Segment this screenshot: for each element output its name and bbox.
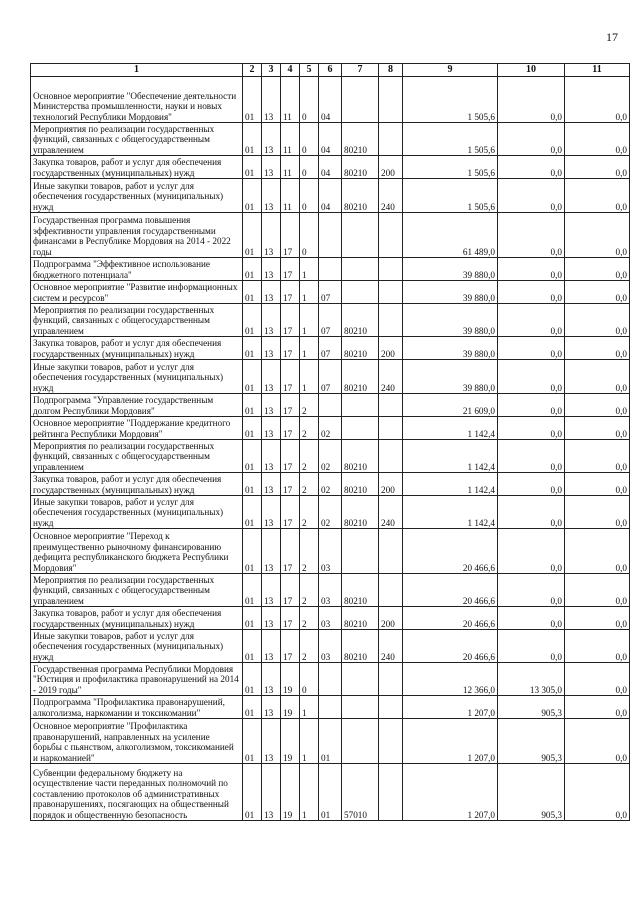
cell-c7: 80210 (342, 179, 379, 213)
cell-c9: 20 466,6 (403, 529, 498, 574)
cell-c5: 1 (300, 304, 319, 337)
cell-c7: 80210 (342, 630, 379, 663)
cell-c4: 17 (281, 496, 300, 529)
cell-c8 (379, 281, 403, 304)
cell-c4: 17 (281, 630, 300, 663)
cell-c11: 0,0 (565, 663, 630, 696)
table-row (31, 496, 630, 529)
cell-c6: 02 (319, 440, 342, 473)
cell-c10: 0,0 (498, 304, 565, 337)
cell-c5: 0 (300, 663, 319, 696)
column-header: 3 (262, 64, 281, 77)
cell-c7 (342, 281, 379, 304)
cell-c8 (379, 696, 403, 719)
cell-c6: 02 (319, 473, 342, 496)
cell-c9: 39 880,0 (403, 304, 498, 337)
row-name-cell: Мероприятия по реализации государственных функций, связанных с общегосударственным управлением (31, 304, 243, 337)
cell-c9: 20 466,6 (403, 630, 498, 663)
cell-c3: 13 (262, 179, 281, 213)
cell-c4: 11 (281, 123, 300, 156)
cell-c10: 0,0 (498, 123, 565, 156)
cell-c3: 13 (262, 496, 281, 529)
cell-c2: 01 (243, 360, 262, 394)
cell-c6 (319, 696, 342, 719)
cell-c8: 240 (379, 496, 403, 529)
cell-c9: 1 207,0 (403, 696, 498, 719)
cell-c11: 0,0 (565, 496, 630, 529)
row-name-cell: Государственная программа Республики Мордовия "Юстиция и профилактика правонарушений на 2014 - 2019 годы" (31, 663, 243, 696)
cell-c5: 1 (300, 360, 319, 394)
table-row (31, 179, 630, 213)
cell-c10: 905,3 (498, 719, 565, 764)
cell-c6: 04 (319, 179, 342, 213)
cell-c2: 01 (243, 77, 262, 123)
cell-c4: 17 (281, 417, 300, 440)
row-name-cell: Закупка товаров, работ и услуг для обеспечения государственных (муниципальных) нужд (31, 156, 243, 179)
cell-c3: 13 (262, 281, 281, 304)
cell-c9: 1 142,4 (403, 417, 498, 440)
cell-c6: 07 (319, 360, 342, 394)
row-name-cell: Иные закупки товаров, работ и услуг для обеспечения государственных (муниципальных) нужд (31, 496, 243, 529)
cell-c9: 39 880,0 (403, 337, 498, 360)
cell-c7 (342, 719, 379, 764)
cell-c3: 13 (262, 77, 281, 123)
column-header: 7 (342, 64, 379, 77)
header-row (31, 64, 630, 77)
cell-c10: 0,0 (498, 630, 565, 663)
table-row (31, 440, 630, 473)
cell-c9: 1 505,6 (403, 77, 498, 123)
table-row (31, 360, 630, 394)
cell-c6: 07 (319, 337, 342, 360)
cell-c8 (379, 440, 403, 473)
cell-c10: 0,0 (498, 337, 565, 360)
cell-c6: 03 (319, 529, 342, 574)
table-row (31, 473, 630, 496)
cell-c8 (379, 304, 403, 337)
cell-c10: 0,0 (498, 496, 565, 529)
row-name-cell: Закупка товаров, работ и услуг для обеспечения государственных (муниципальных) нужд (31, 607, 243, 630)
cell-c2: 01 (243, 417, 262, 440)
cell-c8 (379, 663, 403, 696)
cell-c8 (379, 719, 403, 764)
cell-c9: 20 466,6 (403, 574, 498, 607)
cell-c7: 80210 (342, 337, 379, 360)
row-name-cell: Иные закупки товаров, работ и услуг для обеспечения государственных (муниципальных) нужд (31, 179, 243, 213)
cell-c8 (379, 258, 403, 281)
cell-c10: 13 305,0 (498, 663, 565, 696)
cell-c11: 0,0 (565, 607, 630, 630)
cell-c3: 13 (262, 360, 281, 394)
cell-c6 (319, 663, 342, 696)
cell-c8 (379, 764, 403, 821)
cell-c10: 0,0 (498, 258, 565, 281)
cell-c5: 0 (300, 156, 319, 179)
cell-c11: 0,0 (565, 304, 630, 337)
cell-c6: 03 (319, 574, 342, 607)
cell-c9: 21 609,0 (403, 394, 498, 417)
cell-c4: 17 (281, 529, 300, 574)
cell-c8: 240 (379, 179, 403, 213)
cell-c3: 13 (262, 574, 281, 607)
table-body (31, 77, 630, 821)
cell-c2: 01 (243, 529, 262, 574)
cell-c8 (379, 529, 403, 574)
cell-c8 (379, 123, 403, 156)
table-row (31, 281, 630, 304)
cell-c6 (319, 213, 342, 258)
row-name-cell: Подпрограмма "Эффективное использование бюджетного потенциала" (31, 258, 243, 281)
cell-c8: 240 (379, 360, 403, 394)
table-row (31, 77, 630, 123)
cell-c9: 1 142,4 (403, 496, 498, 529)
table-row (31, 156, 630, 179)
cell-c11: 0,0 (565, 473, 630, 496)
cell-c4: 19 (281, 719, 300, 764)
cell-c7: 80210 (342, 123, 379, 156)
cell-c9: 12 366,0 (403, 663, 498, 696)
cell-c4: 17 (281, 607, 300, 630)
cell-c3: 13 (262, 304, 281, 337)
cell-c8: 240 (379, 630, 403, 663)
row-name-cell: Подпрограмма "Профилактика правонарушений, алкоголизма, наркомании и токсикомании" (31, 696, 243, 719)
cell-c9: 20 466,6 (403, 607, 498, 630)
table-row (31, 607, 630, 630)
cell-c2: 01 (243, 696, 262, 719)
cell-c2: 01 (243, 473, 262, 496)
cell-c7 (342, 417, 379, 440)
cell-c10: 0,0 (498, 574, 565, 607)
cell-c11: 0,0 (565, 764, 630, 821)
cell-c7: 80210 (342, 496, 379, 529)
cell-c4: 17 (281, 574, 300, 607)
cell-c2: 01 (243, 630, 262, 663)
row-name-cell: Основное мероприятие "Профилактика правонарушений, направленных на усиление борьбы с пьянством, алкоголизмом, токсикоманией и наркоманией" (31, 719, 243, 764)
cell-c6: 07 (319, 304, 342, 337)
cell-c3: 13 (262, 529, 281, 574)
cell-c6: 03 (319, 630, 342, 663)
column-header: 1 (31, 64, 243, 77)
cell-c11: 0,0 (565, 417, 630, 440)
cell-c4: 17 (281, 304, 300, 337)
cell-c2: 01 (243, 496, 262, 529)
cell-c6 (319, 258, 342, 281)
cell-c9: 39 880,0 (403, 360, 498, 394)
cell-c8 (379, 574, 403, 607)
page-number: 17 (606, 30, 618, 44)
cell-c7 (342, 394, 379, 417)
cell-c4: 17 (281, 440, 300, 473)
cell-c5: 1 (300, 337, 319, 360)
cell-c10: 0,0 (498, 179, 565, 213)
cell-c9: 1 207,0 (403, 764, 498, 821)
table-row (31, 719, 630, 764)
cell-c10: 0,0 (498, 213, 565, 258)
cell-c10: 905,3 (498, 696, 565, 719)
cell-c7: 80210 (342, 156, 379, 179)
cell-c10: 0,0 (498, 281, 565, 304)
cell-c11: 0,0 (565, 213, 630, 258)
cell-c5: 2 (300, 529, 319, 574)
cell-c5: 2 (300, 607, 319, 630)
cell-c5: 2 (300, 394, 319, 417)
table-row (31, 213, 630, 258)
cell-c3: 13 (262, 417, 281, 440)
cell-c6: 03 (319, 607, 342, 630)
table-row (31, 337, 630, 360)
cell-c11: 0,0 (565, 394, 630, 417)
cell-c6: 07 (319, 281, 342, 304)
cell-c2: 01 (243, 304, 262, 337)
cell-c10: 0,0 (498, 360, 565, 394)
column-header: 8 (379, 64, 403, 77)
cell-c4: 19 (281, 696, 300, 719)
cell-c2: 01 (243, 281, 262, 304)
cell-c7 (342, 696, 379, 719)
cell-c11: 0,0 (565, 696, 630, 719)
cell-c4: 11 (281, 77, 300, 123)
row-name-cell: Основное мероприятие "Развитие информационных систем и ресурсов" (31, 281, 243, 304)
cell-c2: 01 (243, 123, 262, 156)
cell-c5: 2 (300, 440, 319, 473)
cell-c11: 0,0 (565, 719, 630, 764)
cell-c2: 01 (243, 719, 262, 764)
row-name-cell: Иные закупки товаров, работ и услуг для обеспечения государственных (муниципальных) нужд (31, 630, 243, 663)
cell-c7: 80210 (342, 440, 379, 473)
cell-c10: 0,0 (498, 156, 565, 179)
row-name-cell: Мероприятия по реализации государственных функций, связанных с общегосударственным управлением (31, 123, 243, 156)
cell-c5: 2 (300, 630, 319, 663)
cell-c11: 0,0 (565, 156, 630, 179)
cell-c5: 1 (300, 719, 319, 764)
cell-c11: 0,0 (565, 77, 630, 123)
cell-c2: 01 (243, 394, 262, 417)
cell-c7 (342, 663, 379, 696)
cell-c6: 01 (319, 764, 342, 821)
table-row (31, 764, 630, 821)
cell-c8 (379, 77, 403, 123)
cell-c3: 13 (262, 213, 281, 258)
column-header: 9 (403, 64, 498, 77)
cell-c6: 01 (319, 719, 342, 764)
cell-c5: 2 (300, 496, 319, 529)
cell-c2: 01 (243, 764, 262, 821)
column-header: 4 (281, 64, 300, 77)
cell-c10: 0,0 (498, 394, 565, 417)
row-name-cell: Закупка товаров, работ и услуг для обеспечения государственных (муниципальных) нужд (31, 473, 243, 496)
cell-c10: 0,0 (498, 607, 565, 630)
cell-c4: 17 (281, 213, 300, 258)
row-name-cell: Основное мероприятие "Поддержание кредитного рейтинга Республики Мордовия" (31, 417, 243, 440)
cell-c11: 0,0 (565, 360, 630, 394)
cell-c3: 13 (262, 663, 281, 696)
cell-c3: 13 (262, 440, 281, 473)
row-name-cell: Основное мероприятие "Обеспечение деятельности Министерства промышленности, науки и новых технологий Республики Мордовия" (31, 77, 243, 123)
cell-c11: 0,0 (565, 574, 630, 607)
row-name-cell: Основное мероприятие "Переход к преимущественно рыночному финансированию дефицита республиканского бюджета Республики Мордовия" (31, 529, 243, 574)
cell-c7 (342, 213, 379, 258)
table-row (31, 304, 630, 337)
cell-c3: 13 (262, 607, 281, 630)
cell-c8: 200 (379, 607, 403, 630)
cell-c7: 57010 (342, 764, 379, 821)
cell-c9: 1 207,0 (403, 719, 498, 764)
cell-c5: 2 (300, 574, 319, 607)
cell-c5: 1 (300, 764, 319, 821)
cell-c3: 13 (262, 156, 281, 179)
cell-c11: 0,0 (565, 440, 630, 473)
cell-c3: 13 (262, 473, 281, 496)
cell-c11: 0,0 (565, 179, 630, 213)
cell-c4: 17 (281, 394, 300, 417)
cell-c8: 200 (379, 473, 403, 496)
cell-c4: 11 (281, 179, 300, 213)
cell-c3: 13 (262, 123, 281, 156)
cell-c3: 13 (262, 696, 281, 719)
table-row (31, 394, 630, 417)
cell-c2: 01 (243, 213, 262, 258)
cell-c3: 13 (262, 337, 281, 360)
table-row (31, 663, 630, 696)
row-name-cell: Государственная программа повышения эффективности управления государственными финансами в Республике Мордовия на 2014 - 2022 годы (31, 213, 243, 258)
cell-c9: 1 505,6 (403, 123, 498, 156)
cell-c6: 04 (319, 156, 342, 179)
cell-c10: 905,3 (498, 764, 565, 821)
cell-c4: 11 (281, 156, 300, 179)
cell-c7 (342, 258, 379, 281)
row-name-cell: Иные закупки товаров, работ и услуг для обеспечения государственных (муниципальных) нужд (31, 360, 243, 394)
cell-c3: 13 (262, 258, 281, 281)
cell-c5: 0 (300, 77, 319, 123)
row-name-cell: Мероприятия по реализации государственных функций, связанных с общегосударственным управлением (31, 574, 243, 607)
cell-c7: 80210 (342, 607, 379, 630)
column-header: 2 (243, 64, 262, 77)
table-row (31, 258, 630, 281)
cell-c2: 01 (243, 337, 262, 360)
column-header: 10 (498, 64, 565, 77)
table-row (31, 417, 630, 440)
table-row (31, 696, 630, 719)
cell-c3: 13 (262, 764, 281, 821)
cell-c4: 17 (281, 258, 300, 281)
table-row (31, 630, 630, 663)
cell-c4: 17 (281, 473, 300, 496)
cell-c3: 13 (262, 719, 281, 764)
row-name-cell: Субвенции федеральному бюджету на осуществление части переданных полномочий по составлению протоколов об административных правонарушениях, посягающих на общественный порядок и общественную безопасность (31, 764, 243, 821)
cell-c4: 19 (281, 764, 300, 821)
cell-c11: 0,0 (565, 337, 630, 360)
cell-c10: 0,0 (498, 529, 565, 574)
cell-c5: 2 (300, 473, 319, 496)
cell-c10: 0,0 (498, 473, 565, 496)
cell-c6: 02 (319, 496, 342, 529)
cell-c2: 01 (243, 156, 262, 179)
cell-c7: 80210 (342, 574, 379, 607)
table-row (31, 123, 630, 156)
cell-c8 (379, 417, 403, 440)
cell-c2: 01 (243, 574, 262, 607)
cell-c9: 39 880,0 (403, 258, 498, 281)
cell-c5: 2 (300, 417, 319, 440)
cell-c2: 01 (243, 440, 262, 473)
cell-c5: 1 (300, 258, 319, 281)
cell-c5: 1 (300, 696, 319, 719)
cell-c9: 1 142,4 (403, 440, 498, 473)
cell-c4: 17 (281, 281, 300, 304)
column-header: 11 (565, 64, 630, 77)
cell-c9: 1 505,6 (403, 156, 498, 179)
cell-c6: 02 (319, 417, 342, 440)
cell-c6: 04 (319, 123, 342, 156)
cell-c7 (342, 529, 379, 574)
cell-c2: 01 (243, 607, 262, 630)
cell-c5: 0 (300, 179, 319, 213)
cell-c6: 04 (319, 77, 342, 123)
cell-c4: 17 (281, 337, 300, 360)
cell-c7: 80210 (342, 304, 379, 337)
cell-c7: 80210 (342, 473, 379, 496)
cell-c7 (342, 77, 379, 123)
cell-c5: 0 (300, 213, 319, 258)
column-header: 5 (300, 64, 319, 77)
cell-c11: 0,0 (565, 281, 630, 304)
cell-c5: 0 (300, 123, 319, 156)
cell-c10: 0,0 (498, 440, 565, 473)
cell-c9: 1 505,6 (403, 179, 498, 213)
column-header: 6 (319, 64, 342, 77)
cell-c8: 200 (379, 156, 403, 179)
cell-c11: 0,0 (565, 630, 630, 663)
cell-c7: 80210 (342, 360, 379, 394)
table-row (31, 574, 630, 607)
row-name-cell: Мероприятия по реализации государственных функций, связанных с общегосударственным управлением (31, 440, 243, 473)
cell-c2: 01 (243, 258, 262, 281)
cell-c9: 1 142,4 (403, 473, 498, 496)
cell-c11: 0,0 (565, 258, 630, 281)
cell-c8: 200 (379, 337, 403, 360)
cell-c4: 17 (281, 360, 300, 394)
cell-c3: 13 (262, 630, 281, 663)
row-name-cell: Закупка товаров, работ и услуг для обеспечения государственных (муниципальных) нужд (31, 337, 243, 360)
cell-c9: 61 489,0 (403, 213, 498, 258)
cell-c9: 39 880,0 (403, 281, 498, 304)
budget-table (30, 63, 630, 821)
cell-c10: 0,0 (498, 417, 565, 440)
cell-c8 (379, 394, 403, 417)
cell-c2: 01 (243, 663, 262, 696)
cell-c11: 0,0 (565, 123, 630, 156)
cell-c3: 13 (262, 394, 281, 417)
cell-c8 (379, 213, 403, 258)
cell-c11: 0,0 (565, 529, 630, 574)
row-name-cell: Подпрограмма "Управление государственным долгом Республики Мордовия" (31, 394, 243, 417)
cell-c10: 0,0 (498, 77, 565, 123)
cell-c2: 01 (243, 179, 262, 213)
cell-c5: 1 (300, 281, 319, 304)
cell-c4: 19 (281, 663, 300, 696)
cell-c6 (319, 394, 342, 417)
table-row (31, 529, 630, 574)
